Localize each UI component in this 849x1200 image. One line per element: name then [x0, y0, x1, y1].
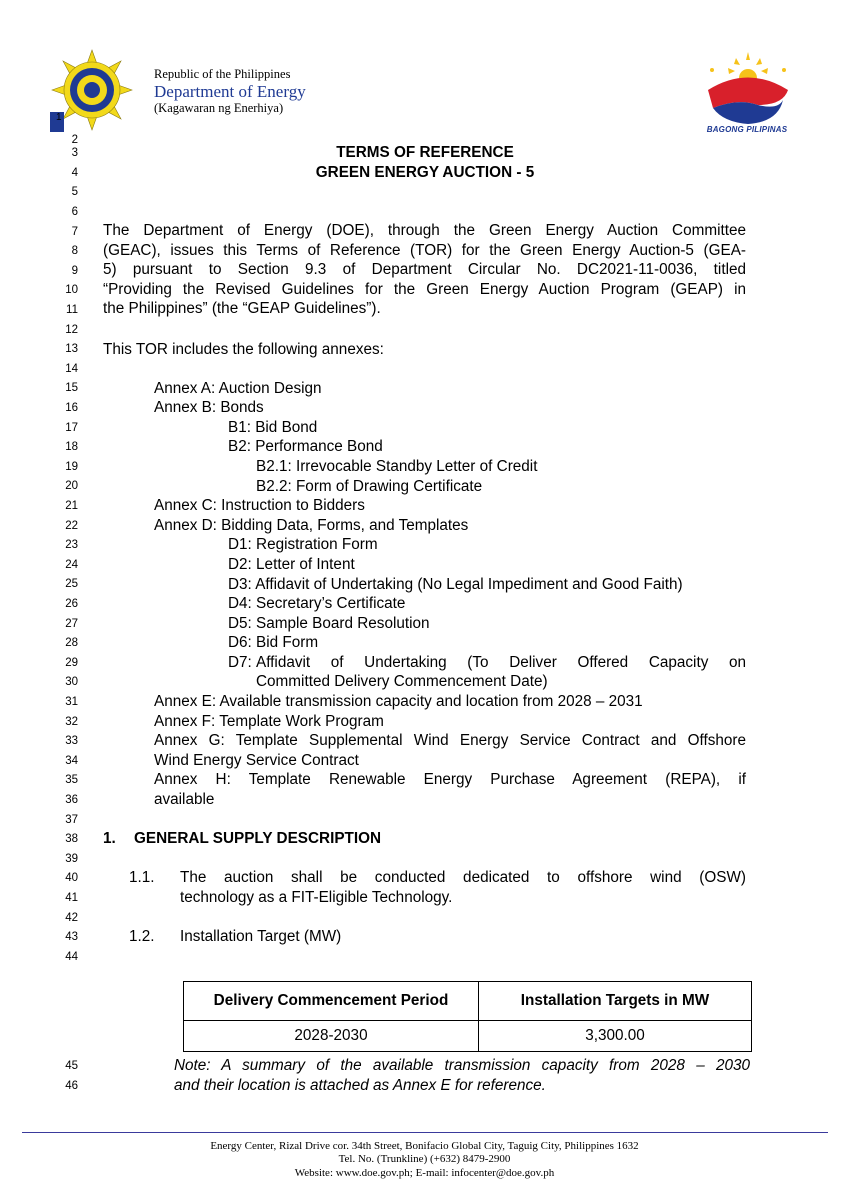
item-text: The auction shall be conducted dedicated to offshore wind (OSW) [180, 869, 746, 886]
line-number: 45 [65, 1060, 78, 1072]
line-number: 27 [65, 618, 78, 630]
line-number: 14 [65, 363, 78, 375]
table-header: Installation Targets in MW [479, 982, 752, 1021]
annex-item: Annex B: Bonds [154, 399, 264, 416]
annex-item: Annex A: Auction Design [154, 380, 322, 397]
line-number: 34 [65, 755, 78, 767]
document-title: TERMS OF REFERENCE [336, 144, 514, 161]
item-text: technology as a FIT-Eligible Technology. [180, 889, 453, 906]
annex-subitem: D2: Letter of Intent [228, 556, 355, 573]
line-number: 31 [65, 696, 78, 708]
annex-subsubitem: B2.2: Form of Drawing Certificate [256, 478, 483, 495]
annex-subitem: D4: Secretary’s Certificate [228, 595, 406, 612]
republic-label: Republic of the Philippines [154, 67, 291, 81]
letterhead [154, 67, 306, 116]
line-number: 21 [65, 500, 78, 512]
line-number: 19 [65, 461, 78, 473]
department-name: Department of Energy [154, 82, 306, 101]
annex-intro: This TOR includes the following annexes: [103, 341, 384, 358]
line-number: 41 [65, 892, 78, 904]
line-number: 4 [71, 167, 78, 179]
footer-web-email: Website: www.doe.gov.ph; E-mail: infocenter@doe.gov.ph [294, 1166, 555, 1179]
note-line: Note: A summary of the available transmission capacity from 2028 – 2030 [174, 1057, 750, 1074]
annex-subitem: B2: Performance Bond [228, 438, 383, 455]
annex-subsubitem: B2.1: Irrevocable Standby Letter of Credit [256, 458, 538, 475]
installation-target-table [183, 981, 752, 1052]
doe-seal-logo [50, 48, 134, 132]
annex-item: Annex G: Template Supplemental Wind Energy Service Contract and Offshore [154, 732, 746, 749]
line-number: 26 [65, 598, 78, 610]
line-number: 5 [71, 186, 78, 198]
line-number: 29 [65, 657, 78, 669]
line-number: 2 [71, 134, 78, 146]
line-number: 30 [65, 676, 78, 688]
section-number: 1. [103, 830, 116, 847]
footer-phone: Tel. No. (Trunkline) (+632) 8479-2900 [338, 1153, 511, 1166]
line-number: 33 [65, 735, 78, 747]
intro-line: 5) pursuant to Section 9.3 of Department Circular No. DC2021-11-0036, titled [103, 261, 746, 279]
annex-item: Annex F: Template Work Program [154, 713, 384, 730]
line-number: 16 [65, 402, 78, 414]
table-header: Delivery Commencement Period [184, 982, 479, 1021]
annex-item: Annex H: Template Renewable Energy Purchase Agreement (REPA), if [154, 771, 746, 788]
footer-address: Energy Center, Rizal Drive cor. 34th Street, Bonifacio Global City, Taguig City, Philippines 1632 [210, 1140, 639, 1152]
line-number: 46 [65, 1080, 78, 1092]
annex-subitem: D5: Sample Board Resolution [228, 615, 430, 632]
line-number: 35 [65, 774, 78, 786]
item-number: 1.2. [129, 928, 155, 945]
table-header-row [184, 982, 752, 1021]
line-number: 10 [65, 284, 78, 296]
annex-subitem: D3: Affidavit of Undertaking (No Legal Impediment and Good Faith) [228, 576, 683, 593]
footer-divider [22, 1132, 828, 1133]
annex-subitem: D6: Bid Form [228, 634, 319, 651]
item-number: 1.1. [129, 869, 155, 886]
footer [0, 1140, 849, 1180]
line-number: 43 [65, 931, 78, 943]
intro-line: (GEAC), issues this Terms of Reference (TOR) for the Green Energy Auction-5 (GEA- [103, 241, 746, 259]
line-number: 18 [65, 441, 78, 453]
line-number: 37 [65, 814, 78, 826]
item-text: Installation Target (MW) [180, 928, 342, 945]
line-number: 25 [65, 578, 78, 590]
line-number: 42 [65, 912, 78, 924]
line-number: 39 [65, 853, 78, 865]
annex-item: available [154, 791, 215, 808]
seal-page-marker: 1 [56, 112, 62, 123]
line-number: 36 [65, 794, 78, 806]
line-number: 20 [65, 480, 78, 492]
section-heading: GENERAL SUPPLY DESCRIPTION [134, 830, 382, 847]
line-number: 44 [65, 951, 78, 963]
line-number: 17 [65, 422, 78, 434]
line-number: 28 [65, 637, 78, 649]
line-number: 7 [71, 226, 78, 238]
annex-item: Annex E: Available transmission capacity and location from 2028 – 2031 [154, 693, 643, 710]
annex-subitem-label: D7: [228, 654, 252, 671]
line-number: 13 [65, 343, 78, 355]
line-number: 11 [66, 304, 78, 316]
line-number: 24 [65, 559, 78, 571]
annex-subitem: Affidavit of Undertaking (To Deliver Offered Capacity on [256, 654, 746, 671]
line-number: 9 [71, 265, 78, 277]
line-number: 12 [65, 324, 78, 336]
intro-line: The Department of Energy (DOE), through the Green Energy Auction Committee [103, 222, 746, 239]
annex-subitem: B1: Bid Bond [228, 419, 318, 436]
line-number: 6 [71, 206, 78, 218]
note-line: and their location is attached as Annex E for reference. [174, 1077, 546, 1094]
annex-item: Wind Energy Service Contract [154, 752, 359, 769]
bagong-pilipinas-text: BAGONG PILIPINAS [706, 125, 788, 134]
intro-paragraph [103, 221, 746, 319]
intro-line: the Philippines” (the “GEAP Guidelines”). [103, 300, 381, 318]
annex-item: Annex C: Instruction to Bidders [154, 497, 365, 514]
annex-subitem: Committed Delivery Commencement Date) [256, 673, 548, 690]
line-number: 3 [71, 147, 78, 159]
table-row [184, 1021, 752, 1052]
table-cell: 3,300.00 [479, 1021, 752, 1052]
annex-item: Annex D: Bidding Data, Forms, and Templates [154, 517, 469, 534]
line-number: 40 [65, 872, 78, 884]
line-number: 15 [65, 382, 78, 394]
line-number: 32 [65, 716, 78, 728]
line-number: 38 [65, 833, 78, 845]
kagawaran-label: (Kagawaran ng Enerhiya) [154, 101, 284, 115]
table-cell: 2028-2030 [184, 1021, 479, 1052]
line-number: 22 [65, 520, 78, 532]
intro-line: “Providing the Revised Guidelines for the Green Energy Auction Program (GEAP) in [103, 280, 746, 298]
line-number: 8 [71, 245, 78, 257]
line-number: 23 [65, 539, 78, 551]
annex-subitem: D1: Registration Form [228, 536, 378, 553]
document-subtitle: GREEN ENERGY AUCTION - 5 [315, 164, 535, 181]
